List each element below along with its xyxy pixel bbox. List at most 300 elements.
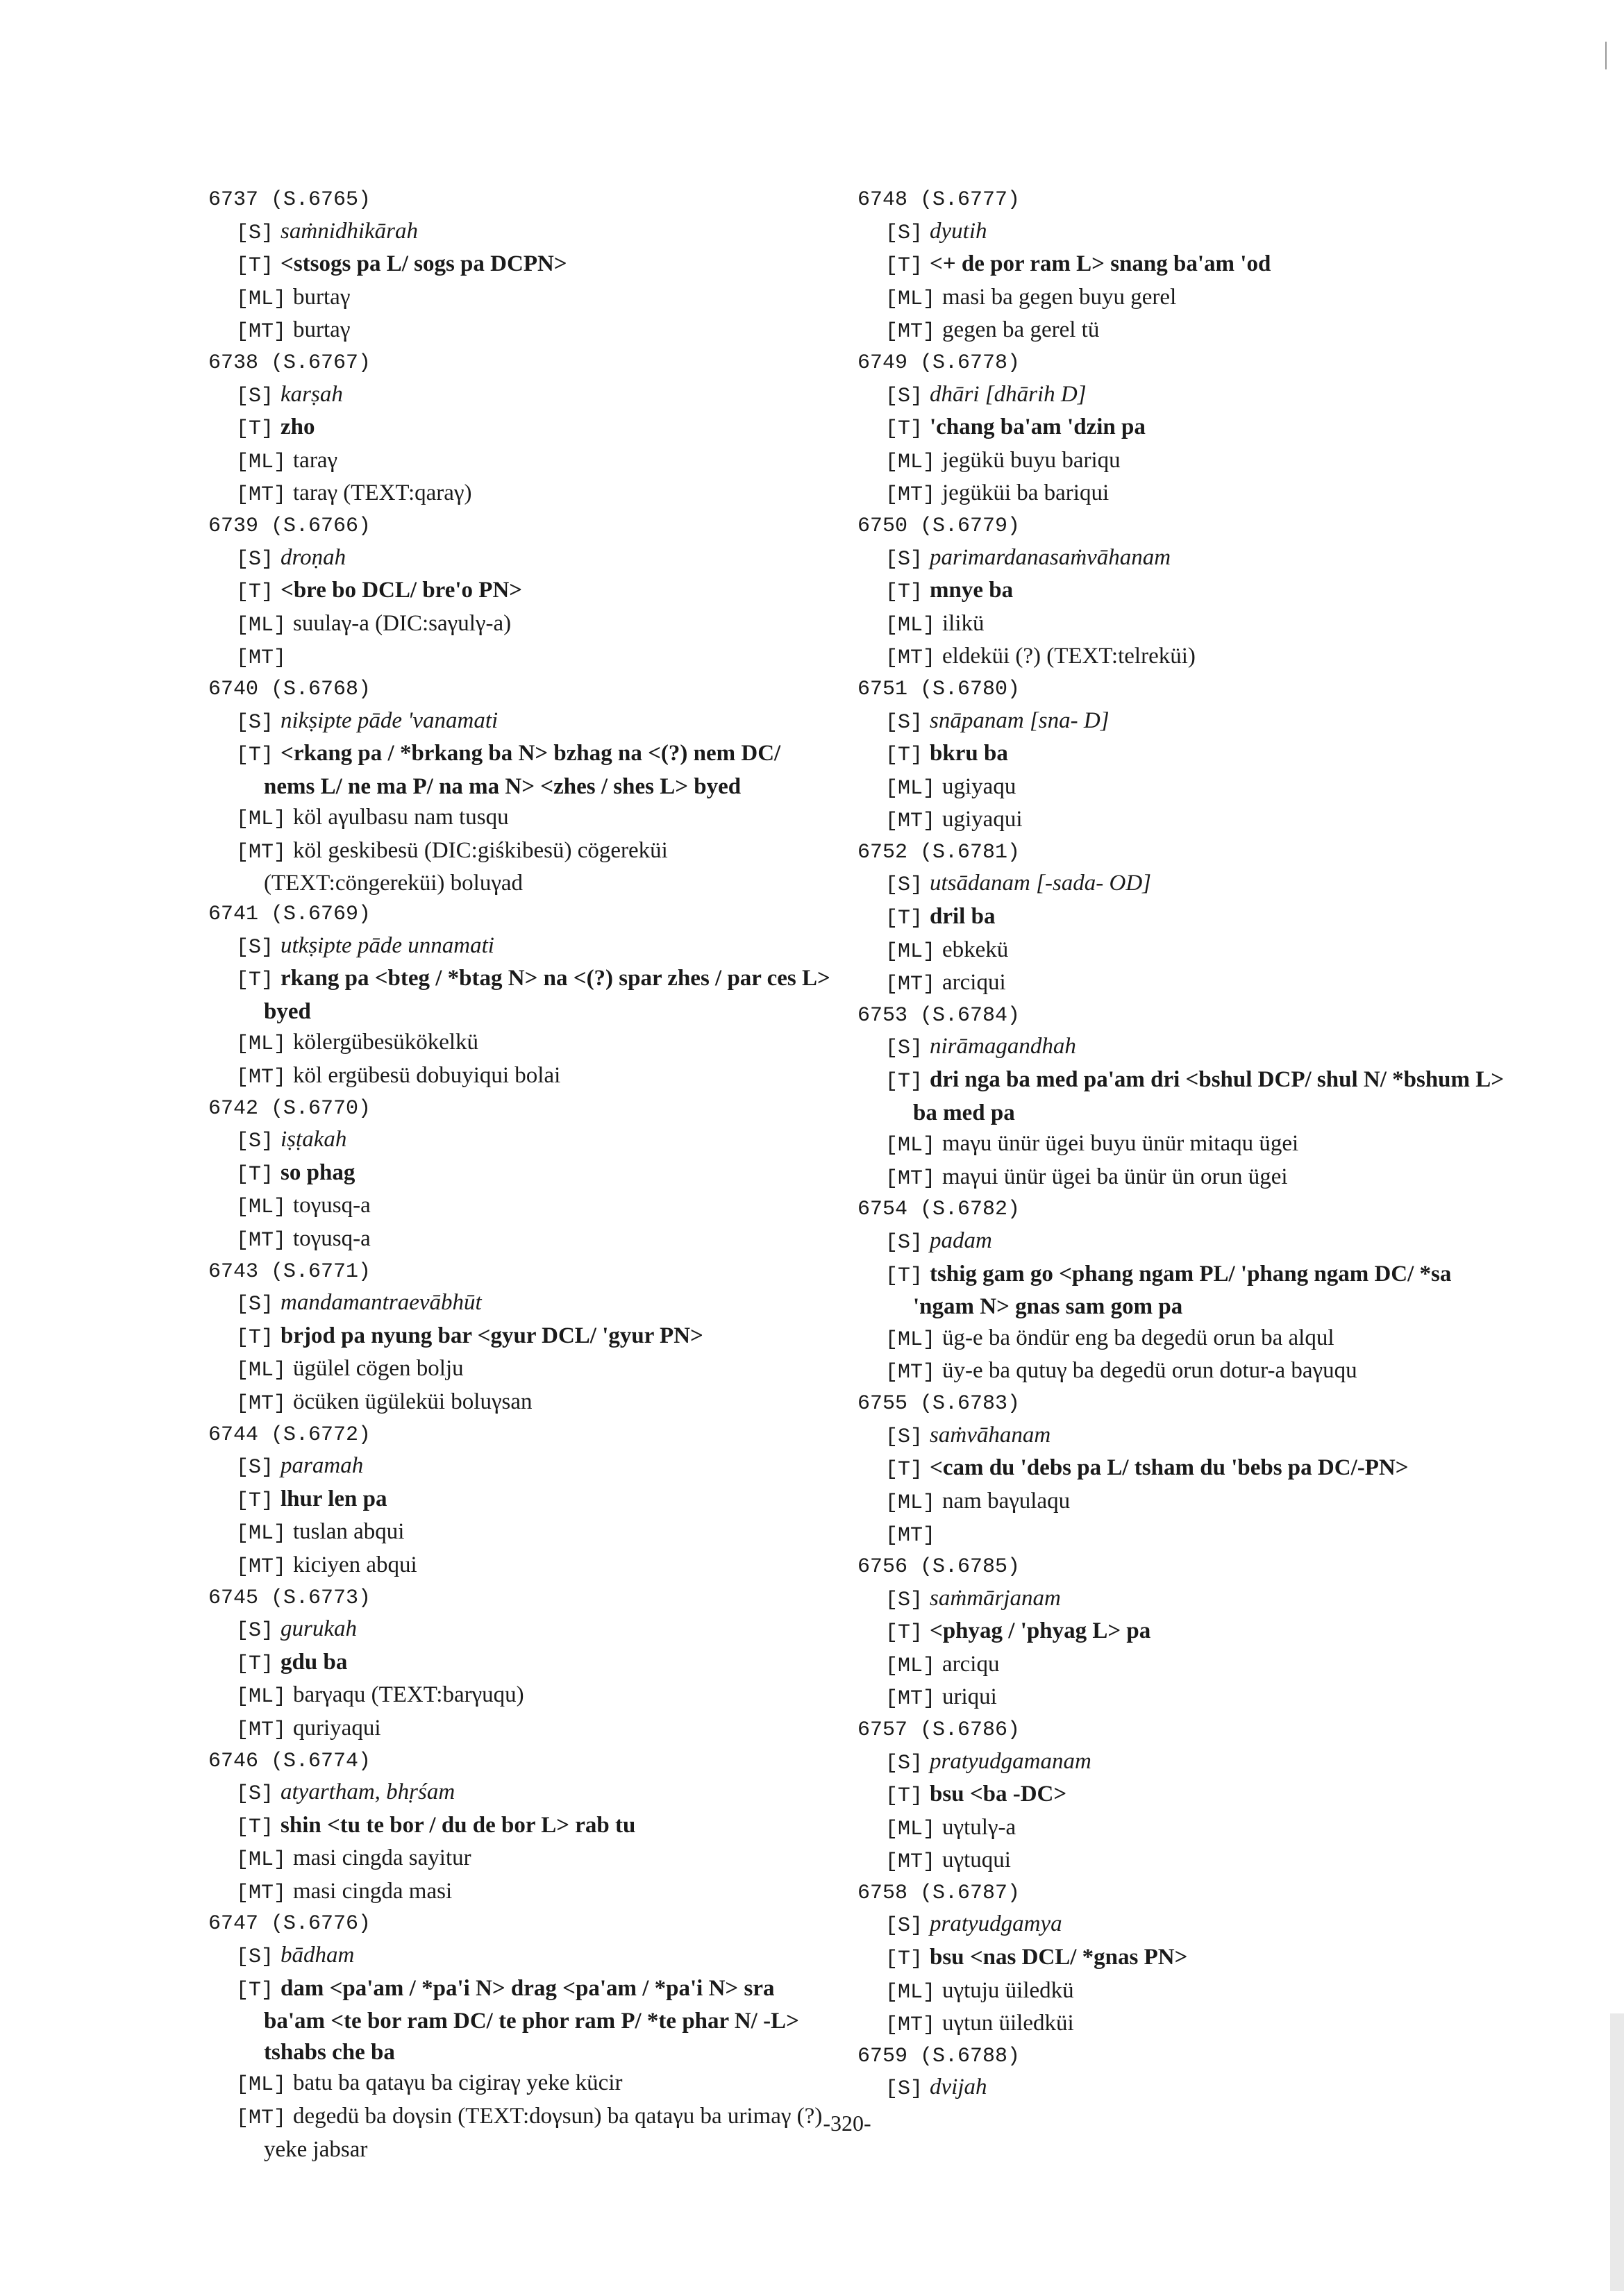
mongolian-mt-text: ugiyaqui (942, 807, 1023, 832)
mongolian-ml-tag: [ML] (885, 450, 936, 474)
entry-reference: (S.6774) (271, 1749, 371, 1773)
tibetan-tag: [T] (885, 1621, 923, 1645)
tibetan-tag: [T] (885, 1264, 923, 1288)
mongolian-ml-line (857, 1128, 1510, 1162)
entry-header (857, 1552, 1510, 1583)
mongolian-ml-text: ügülel cögen bolju (293, 1356, 464, 1382)
tibetan-line (857, 412, 1510, 445)
mongolian-mt-tag: [MT] (885, 483, 936, 508)
sanskrit-text: karṣah (281, 381, 343, 407)
entry-number: 6752 (857, 840, 908, 864)
entry-number: 6755 (857, 1391, 908, 1416)
entry-header (208, 1909, 833, 1940)
mongolian-ml-line (857, 1323, 1510, 1356)
mongolian-mt-tag: [MT] (236, 1881, 287, 1905)
sanskrit-line (208, 1940, 833, 1973)
mongolian-mt-text: uriqui (942, 1684, 997, 1710)
mongolian-ml-line (208, 1353, 833, 1386)
tibetan-line (208, 1157, 833, 1191)
mongolian-mt-text: quriyaqui (293, 1715, 381, 1741)
mongolian-mt-line (208, 1223, 833, 1257)
sanskrit-line (857, 1583, 1510, 1616)
mongolian-mt-line (857, 315, 1510, 348)
dictionary-entry (208, 674, 833, 899)
entry-reference: (S.6785) (920, 1555, 1021, 1579)
mongolian-mt-text: taraγ (TEXT:qaraγ) (293, 480, 472, 506)
sanskrit-line (857, 1031, 1510, 1064)
mongolian-mt-tag: [MT] (885, 320, 936, 344)
mongolian-ml-line (857, 445, 1510, 478)
mongolian-ml-text: köl aγulbasu nam tusqu (293, 805, 509, 830)
mongolian-ml-tag: [ML] (236, 450, 287, 474)
mongolian-mt-tag: [MT] (236, 1391, 287, 1416)
mongolian-mt-tag: [MT] (236, 1718, 287, 1742)
tibetan-tag: [T] (236, 1652, 274, 1676)
mongolian-ml-tag: [ML] (236, 613, 287, 637)
tibetan-text: zho (281, 414, 315, 440)
mongolian-mt-line (857, 1162, 1510, 1195)
tibetan-line (857, 901, 1510, 935)
sanskrit-text: atyartham, bhṛśam (281, 1779, 455, 1805)
entry-reference: (S.6782) (920, 1198, 1021, 1222)
page-number: -320- (823, 2111, 871, 2136)
entry-header (208, 1420, 833, 1451)
entry-header (208, 511, 833, 542)
tibetan-line (208, 963, 833, 1027)
sanskrit-line (208, 379, 833, 412)
tibetan-line (857, 1064, 1510, 1128)
mongolian-ml-line (857, 771, 1510, 805)
tibetan-tag: [T] (885, 744, 923, 768)
entry-number: 6739 (208, 514, 259, 538)
mongolian-mt-line (857, 2008, 1510, 2041)
tibetan-tag: [T] (885, 254, 923, 278)
entry-number: 6757 (857, 1718, 908, 1742)
tibetan-line (208, 1484, 833, 1517)
mongolian-mt-line (208, 835, 833, 899)
mongolian-ml-tag: [ML] (236, 287, 287, 311)
mongolian-mt-line (208, 1386, 833, 1420)
entry-reference: (S.6778) (920, 351, 1021, 375)
tibetan-text: tshig gam go <phang ngam PL/ 'phang ngam DC/ *sa 'ngam N> gnas sam gom pa (913, 1261, 1452, 1320)
dictionary-entry (857, 1878, 1510, 2041)
mongolian-ml-text: arciqu (942, 1651, 1000, 1677)
sanskrit-text: utkṣipte pāde unnamati (281, 932, 494, 958)
sanskrit-tag: [S] (236, 1619, 274, 1643)
entry-header (208, 1093, 833, 1125)
mongolian-ml-line (857, 935, 1510, 968)
entry-reference: (S.6783) (920, 1391, 1021, 1416)
tibetan-text: lhur len pa (281, 1486, 387, 1511)
entry-reference: (S.6767) (271, 351, 371, 375)
tibetan-tag: [T] (885, 1947, 923, 1972)
mongolian-ml-text: tuslan abqui (293, 1519, 405, 1545)
entry-number: 6754 (857, 1198, 908, 1222)
entry-reference: (S.6788) (920, 2044, 1021, 2068)
mongolian-mt-text: degedü ba doγsin (TEXT:doγsun) ba qataγu ba urimaγ (?) yeke jabsar (264, 2104, 823, 2162)
mongolian-mt-tag: [MT] (885, 1524, 936, 1548)
mongolian-ml-line (208, 608, 833, 642)
entry-number: 6750 (857, 514, 908, 538)
mongolian-ml-tag: [ML] (885, 1817, 936, 1841)
entry-number: 6742 (208, 1096, 259, 1121)
sanskrit-text: iṣṭakah (281, 1127, 347, 1153)
sanskrit-text: padam (930, 1228, 992, 1253)
sanskrit-tag: [S] (236, 547, 274, 571)
entry-header (857, 1389, 1510, 1420)
entry-header (857, 837, 1510, 869)
tibetan-line (208, 1973, 833, 2068)
entry-reference: (S.6786) (920, 1718, 1021, 1742)
dictionary-entry (208, 511, 833, 674)
mongolian-ml-line (857, 1649, 1510, 1682)
tibetan-text: dam <pa'am / *pa'i N> drag <pa'am / *pa'i N> sra ba'am <te bor ram DC/ te phor ram P/ *te phar N/ -L> tshabs che ba (264, 1975, 799, 2065)
entry-header (208, 1257, 833, 1288)
dictionary-entry (857, 1194, 1510, 1389)
tibetan-tag: [T] (236, 417, 274, 442)
dictionary-entry (857, 1000, 1510, 1195)
sanskrit-tag: [S] (885, 710, 923, 735)
left-column (208, 185, 833, 2165)
sanskrit-tag: [S] (236, 1130, 274, 1154)
tibetan-text: <cam du 'debs pa L/ tsham du 'bebs pa DC/-PN> (930, 1455, 1409, 1481)
dictionary-entry (857, 2041, 1510, 2105)
dictionary-entry (208, 1909, 833, 2165)
entry-header (857, 1000, 1510, 1032)
mongolian-mt-line (208, 2101, 833, 2165)
tibetan-text: brjod pa nyung bar <gyur DCL/ 'gyur PN> (281, 1323, 703, 1348)
sanskrit-tag: [S] (885, 547, 923, 571)
entry-reference: (S.6781) (920, 840, 1021, 864)
tibetan-tag: [T] (236, 1978, 274, 2002)
sanskrit-text: dyutih (930, 218, 987, 244)
mongolian-ml-tag: [ML] (236, 2073, 287, 2097)
mongolian-ml-tag: [ML] (885, 1491, 936, 1515)
sanskrit-text: mandamantraevābhūt (281, 1290, 482, 1316)
mongolian-mt-text: öcüken ügüleküi boluγsan (293, 1389, 533, 1414)
dictionary-entry (857, 348, 1510, 511)
mongolian-ml-text: uγtuju üiledkü (942, 1977, 1074, 2003)
tibetan-text: 'chang ba'am 'dzin pa (930, 414, 1146, 440)
sanskrit-tag: [S] (885, 1425, 923, 1449)
sanskrit-line (857, 216, 1510, 249)
mongolian-ml-tag: [ML] (236, 1848, 287, 1872)
sanskrit-tag: [S] (885, 1588, 923, 1612)
sanskrit-text: nikṣipte pāde 'vanamati (281, 707, 499, 733)
sanskrit-line (857, 705, 1510, 739)
mongolian-ml-text: nam baγulaqu (942, 1488, 1071, 1514)
dictionary-entry (857, 511, 1510, 674)
mongolian-mt-tag: [MT] (885, 646, 936, 671)
sanskrit-tag: [S] (236, 221, 274, 245)
entry-number: 6737 (208, 188, 259, 212)
mongolian-ml-line (857, 1486, 1510, 1519)
mongolian-mt-line (208, 1550, 833, 1583)
sanskrit-tag: [S] (236, 1456, 274, 1480)
mongolian-mt-line (857, 478, 1510, 511)
mongolian-ml-line (857, 608, 1510, 642)
entry-number: 6747 (208, 1912, 259, 1936)
mongolian-ml-line (208, 1190, 833, 1223)
entry-header (208, 348, 833, 379)
mongolian-mt-line (208, 1713, 833, 1746)
entry-header (857, 2041, 1510, 2072)
mongolian-mt-text: kiciyen abqui (293, 1552, 417, 1577)
sanskrit-line (208, 1777, 833, 1810)
mongolian-mt-tag: [MT] (236, 1555, 287, 1579)
entry-number: 6740 (208, 677, 259, 701)
entry-header (208, 1583, 833, 1614)
mongolian-mt-tag: [MT] (885, 1166, 936, 1191)
tibetan-tag: [T] (885, 907, 923, 931)
mongolian-mt-text: uγtun üiledküi (942, 2011, 1074, 2036)
mongolian-ml-text: kölergübesükökelkü (293, 1030, 479, 1055)
mongolian-mt-text: uγtuqui (942, 1847, 1011, 1873)
entry-header (208, 674, 833, 705)
sanskrit-text: bādham (281, 1943, 355, 1968)
sanskrit-text: pratyudgamanam (930, 1748, 1091, 1774)
mongolian-mt-line (857, 804, 1510, 837)
mongolian-mt-text: burtaγ (293, 317, 351, 343)
scan-edge-mark (1605, 42, 1607, 69)
mongolian-mt-tag: [MT] (236, 840, 287, 864)
mongolian-mt-tag: [MT] (885, 810, 936, 834)
tibetan-text: <+ de por ram L> snang ba'am 'od (930, 251, 1271, 277)
tibetan-text: <rkang pa / *brkang ba N> bzhag na <(?) nem DC/ nems L/ ne ma P/ na ma N> <zhes / shes L> byed (264, 741, 781, 799)
mongolian-ml-text: burtaγ (293, 284, 351, 310)
mongolian-mt-tag: [MT] (236, 2106, 287, 2131)
sanskrit-tag: [S] (885, 1231, 923, 1255)
sanskrit-line (857, 868, 1510, 901)
sanskrit-tag: [S] (236, 1945, 274, 1970)
mongolian-mt-line (208, 478, 833, 511)
mongolian-mt-tag: [MT] (236, 646, 287, 671)
entry-reference: (S.6766) (271, 514, 371, 538)
entry-reference: (S.6768) (271, 677, 371, 701)
sanskrit-tag: [S] (885, 221, 923, 245)
entry-reference: (S.6784) (920, 1003, 1021, 1028)
sanskrit-line (208, 1287, 833, 1321)
tibetan-line (857, 1259, 1510, 1323)
entry-number: 6745 (208, 1586, 259, 1610)
sanskrit-tag: [S] (236, 1782, 274, 1807)
sanskrit-text: saṁmārjanam (930, 1585, 1061, 1611)
tibetan-line (857, 1942, 1510, 1975)
mongolian-ml-tag: [ML] (885, 776, 936, 801)
sanskrit-line (208, 216, 833, 249)
entry-header (208, 899, 833, 930)
mongolian-mt-tag: [MT] (885, 973, 936, 997)
mongolian-ml-text: taraγ (293, 447, 338, 473)
sanskrit-text: parimardanasaṁvāhanam (930, 544, 1171, 570)
entry-reference: (S.6773) (271, 1586, 371, 1610)
mongolian-mt-text: arciqui (942, 970, 1006, 996)
entry-header (208, 185, 833, 216)
entry-number: 6748 (857, 188, 908, 212)
tibetan-tag: [T] (885, 1458, 923, 1482)
dictionary-entry (208, 1257, 833, 1420)
mongolian-mt-line (857, 967, 1510, 1000)
tibetan-tag: [T] (236, 254, 274, 278)
sanskrit-tag: [S] (885, 873, 923, 898)
mongolian-mt-line (857, 641, 1510, 674)
mongolian-mt-line (857, 1355, 1510, 1389)
mongolian-ml-tag: [ML] (236, 1359, 287, 1383)
tibetan-text: bsu <nas DCL/ *gnas PN> (930, 1945, 1188, 1970)
dictionary-entry (857, 1552, 1510, 1715)
entry-header (857, 348, 1510, 379)
mongolian-mt-text: toγusq-a (293, 1226, 371, 1251)
mongolian-mt-tag: [MT] (885, 1850, 936, 1875)
sanskrit-text: paramah (281, 1453, 364, 1479)
mongolian-mt-text: köl ergübesü dobuyiqui bolai (293, 1063, 561, 1089)
mongolian-ml-text: suulaγ-a (DIC:saγulγ-a) (293, 610, 512, 636)
entry-reference: (S.6779) (920, 514, 1021, 538)
mongolian-mt-tag: [MT] (885, 1687, 936, 1711)
tibetan-tag: [T] (236, 744, 274, 768)
mongolian-ml-text: ilikü (942, 610, 985, 636)
mongolian-mt-tag: [MT] (236, 1229, 287, 1252)
dictionary-entry (208, 1093, 833, 1257)
entry-header (857, 1878, 1510, 1909)
tibetan-tag: [T] (885, 417, 923, 442)
sanskrit-tag: [S] (885, 1914, 923, 1938)
dictionary-entry (208, 1420, 833, 1583)
dictionary-entry (857, 837, 1510, 1000)
tibetan-line (208, 1647, 833, 1680)
dictionary-entry (857, 185, 1510, 348)
entry-number: 6743 (208, 1259, 259, 1284)
tibetan-tag: [T] (885, 1784, 923, 1809)
entry-reference: (S.6772) (271, 1423, 371, 1447)
dictionary-entry (857, 674, 1510, 837)
mongolian-ml-line (857, 1975, 1510, 2009)
mongolian-ml-tag: [ML] (236, 1032, 287, 1057)
sanskrit-line (857, 1746, 1510, 1779)
mongolian-ml-tag: [ML] (236, 1196, 287, 1220)
mongolian-mt-tag: [MT] (236, 320, 287, 344)
dictionary-entry (208, 899, 833, 1093)
scan-edge-shadow (1610, 2013, 1624, 2291)
tibetan-tag: [T] (885, 1070, 923, 1094)
sanskrit-line (208, 542, 833, 576)
tibetan-line (857, 1452, 1510, 1486)
tibetan-text: dril ba (930, 904, 996, 930)
sanskrit-line (857, 1420, 1510, 1453)
entry-header (857, 185, 1510, 216)
sanskrit-line (857, 1909, 1510, 1942)
mongolian-ml-tag: [ML] (885, 287, 936, 311)
mongolian-mt-text: jegüküi ba bariqui (942, 480, 1110, 506)
sanskrit-line (208, 1450, 833, 1484)
dictionary-entry (208, 185, 833, 348)
sanskrit-tag: [S] (885, 384, 923, 408)
tibetan-text: bsu <ba -DC> (930, 1782, 1067, 1807)
sanskrit-tag: [S] (236, 1293, 274, 1317)
mongolian-ml-tag: [ML] (885, 1980, 936, 2004)
entry-number: 6746 (208, 1749, 259, 1773)
tibetan-tag: [T] (885, 580, 923, 605)
mongolian-mt-line (857, 1518, 1510, 1552)
tibetan-line (857, 1616, 1510, 1649)
sanskrit-text: nirāmagandhah (930, 1034, 1076, 1059)
tibetan-text: rkang pa <bteg / *btag N> na <(?) spar zhes / par ces L> byed (264, 966, 830, 1024)
mongolian-ml-text: maγu ünür ügei buyu ünür mitaqu ügei (942, 1131, 1299, 1157)
sanskrit-line (208, 1124, 833, 1157)
tibetan-tag: [T] (236, 1489, 274, 1513)
mongolian-mt-tag: [MT] (885, 2013, 936, 2038)
entry-number: 6753 (857, 1003, 908, 1028)
entry-reference: (S.6780) (920, 677, 1021, 701)
sanskrit-line (208, 1614, 833, 1647)
tibetan-line (208, 1810, 833, 1843)
dictionary-entry (208, 348, 833, 511)
mongolian-mt-text: masi cingda masi (293, 1878, 453, 1904)
sanskrit-line (857, 379, 1510, 412)
entry-reference: (S.6769) (271, 903, 371, 927)
mongolian-ml-tag: [ML] (236, 807, 287, 832)
tibetan-text: bkru ba (930, 741, 1008, 766)
tibetan-text: <bre bo DCL/ bre'o PN> (281, 578, 523, 603)
sanskrit-tag: [S] (885, 1037, 923, 1061)
mongolian-ml-tag: [ML] (236, 1522, 287, 1546)
mongolian-ml-tag: [ML] (885, 1327, 936, 1352)
mongolian-ml-line (208, 2068, 833, 2101)
sanskrit-line (208, 705, 833, 739)
mongolian-ml-text: ebkekü (942, 937, 1009, 962)
entry-number: 6744 (208, 1423, 259, 1447)
mongolian-mt-line (208, 641, 833, 674)
sanskrit-text: gurukah (281, 1616, 358, 1642)
mongolian-mt-line (857, 1845, 1510, 1878)
entry-header (208, 1746, 833, 1777)
mongolian-ml-text: toγusq-a (293, 1193, 371, 1218)
mongolian-mt-text: üy-e ba qutuγ ba degedü orun dotur-a baγuqu (942, 1358, 1357, 1384)
entry-reference: (S.6777) (920, 188, 1021, 212)
tibetan-line (857, 1779, 1510, 1812)
sanskrit-text: dhāri [dhārih D] (930, 381, 1087, 407)
mongolian-ml-tag: [ML] (885, 1134, 936, 1158)
tibetan-text: mnye ba (930, 578, 1014, 603)
sanskrit-text: pratyudgamya (930, 1911, 1062, 1937)
mongolian-ml-tag: [ML] (885, 939, 936, 964)
sanskrit-tag: [S] (236, 935, 274, 960)
sanskrit-text: droṇah (281, 544, 346, 570)
mongolian-ml-text: barγaqu (TEXT:barγuqu) (293, 1682, 524, 1708)
tibetan-tag: [T] (236, 1815, 274, 1839)
mongolian-ml-line (208, 1027, 833, 1060)
mongolian-mt-line (857, 1682, 1510, 1715)
entry-header (857, 674, 1510, 705)
sanskrit-tag: [S] (236, 710, 274, 735)
entry-number: 6749 (857, 351, 908, 375)
sanskrit-text: utsādanam [-sada- OD] (930, 871, 1152, 896)
tibetan-text: gdu ba (281, 1649, 348, 1675)
tibetan-tag: [T] (236, 580, 274, 605)
entry-number: 6751 (857, 677, 908, 701)
dictionary-entry (208, 1746, 833, 1909)
mongolian-ml-line (208, 802, 833, 835)
mongolian-ml-text: jegükü buyu bariqu (942, 447, 1121, 473)
mongolian-ml-line (208, 1516, 833, 1550)
mongolian-ml-tag: [ML] (885, 613, 936, 637)
mongolian-mt-tag: [MT] (236, 483, 287, 508)
mongolian-mt-line (208, 1876, 833, 1909)
mongolian-ml-line (208, 1679, 833, 1713)
mongolian-ml-text: uγtulγ-a (942, 1814, 1016, 1840)
entry-number: 6759 (857, 2044, 908, 2068)
mongolian-ml-text: batu ba qataγu ba cigiraγ yeke kücir (293, 2070, 623, 2096)
